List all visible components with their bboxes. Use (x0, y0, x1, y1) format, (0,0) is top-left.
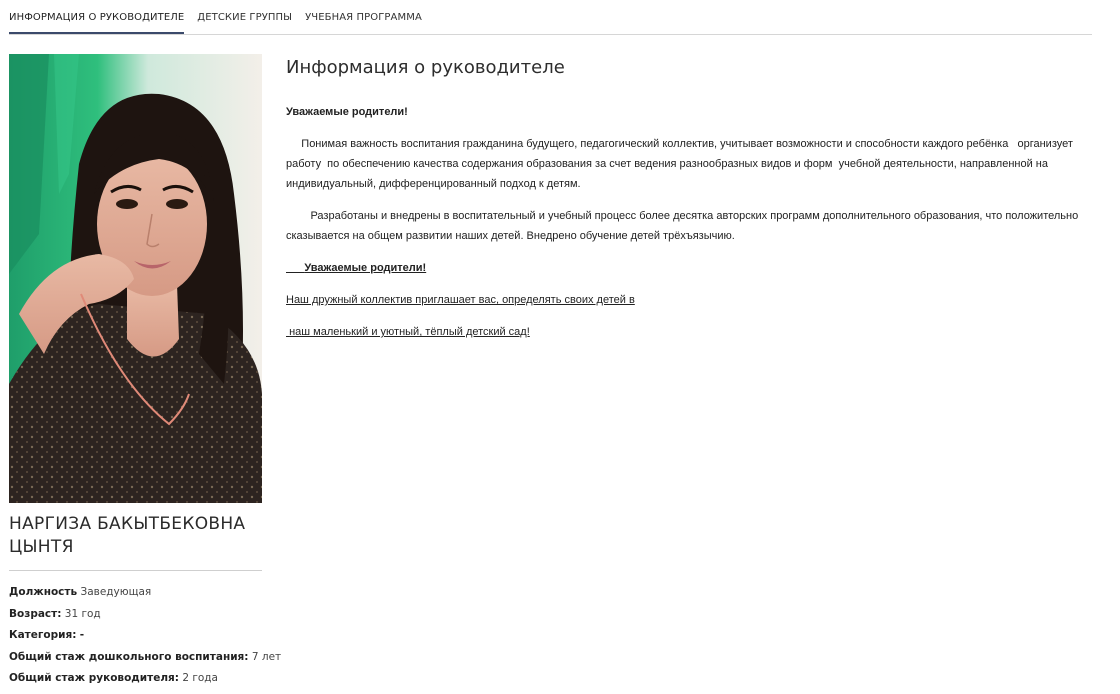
divider (9, 570, 262, 571)
invite-line-1: Наш дружный коллектив приглашает вас, определять своих детей в (286, 294, 635, 306)
fact-director-experience: Общий стаж руководителя: 2 года (9, 672, 218, 684)
director-name (9, 513, 262, 559)
director-facts (9, 582, 282, 690)
fact-age: Возраст: 31 год (9, 607, 101, 620)
page-title: Информация о руководителе (286, 57, 565, 78)
greeting-2: Уважаемые родители! (286, 262, 427, 274)
main-content (286, 56, 1092, 354)
tab-bar (9, 0, 1092, 35)
paragraph-1: Понимая важность воспитания гражданина будущего, педагогический коллектив, учитывает возможности и способности каждого ребёнка организует работу по обеспечению качества содержания образования за счет ведения разнообразных видов и форм учебной деятельности, направленной на индивидуальный, дифференцированный подход к детям. (286, 138, 1076, 190)
greeting: Уважаемые родители! (286, 106, 408, 118)
paragraph-2: Разработаны и внедрены в воспитательный и учебный процесс более десятка авторских программ дополнительного образования, что положительно сказывается на общем развитии наших детей. Внедрено обучение детей трёхъязычию. (286, 210, 1082, 242)
fact-category: Категория: - (9, 629, 85, 641)
tab-curriculum[interactable]: УЧЕБНАЯ ПРОГРАММА (305, 12, 422, 23)
director-photo (9, 54, 262, 503)
director-name-line1: НАРГИЗА БАКЫТБЕКОВНА (9, 514, 246, 534)
fact-position: Должность Заведующая (9, 586, 152, 598)
tab-director-info[interactable]: ИНФОРМАЦИЯ О РУКОВОДИТЕЛЕ (9, 12, 184, 34)
fact-preschool-experience: Общий стаж дошкольного воспитания: 7 лет (9, 650, 282, 663)
tab-children-groups[interactable]: ДЕТСКИЕ ГРУППЫ (197, 12, 293, 23)
director-name-line2: ЦЫНТЯ (9, 537, 74, 557)
invite-line-2: наш маленький и уютный, тёплый детский сад! (286, 326, 530, 338)
